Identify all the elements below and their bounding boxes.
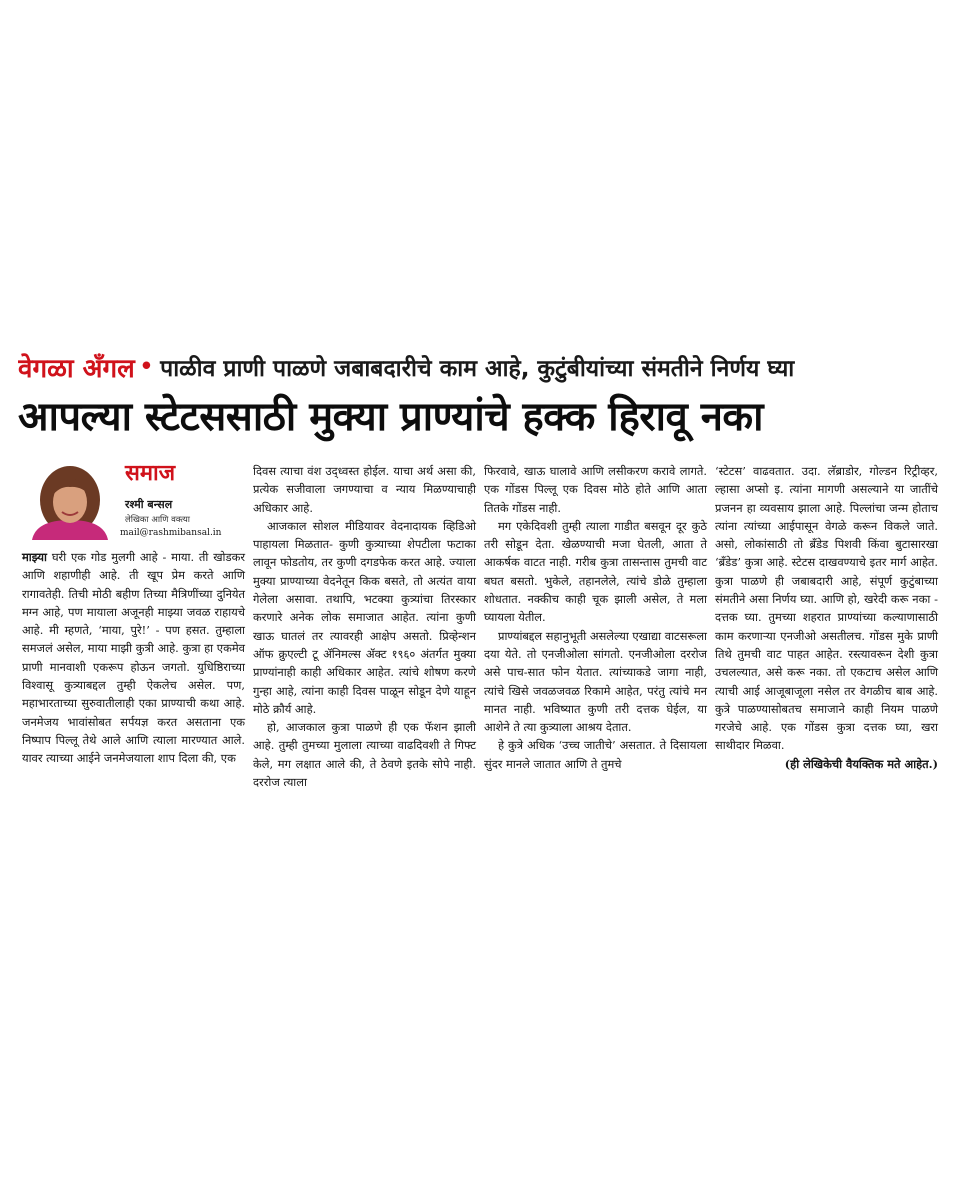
column-3 xyxy=(480,462,711,832)
article-columns xyxy=(18,462,942,832)
author-role: लेखिका आणि वक्त्या xyxy=(125,515,190,525)
byline-block xyxy=(22,462,245,544)
column-2 xyxy=(249,462,480,832)
disclaimer: (ही लेखिकेची वैयक्तिक मते आहेत.) xyxy=(784,756,938,771)
lead-word: माझ्या xyxy=(22,550,47,564)
section-label: समाज xyxy=(125,462,176,486)
author-email: mail@rashmibansal.in xyxy=(120,528,222,538)
newspaper-article xyxy=(18,350,942,850)
col2-paragraph-2: आजकाल सोशल मीडियावर वेदनादायक व्हिडिओ पाहायला मिळतात- कुणी कुत्र्याच्या शेपटीला फटाका लावून फोडतोय, तर कुणी दगडफेक करत आहे. ज्याला मुक्या प्राण्याच्या वेदनेतून किक बसते, तो अत्यंत वाया गेलेला असावा. तथापि, भटक्या कुत्र्यांचा तिरस्कार करणारे अनेक लोक समाजात आहेत. त्यांना कुणी खाऊ घातलं तर त्यावरही आक्षेप असतो. प्रिव्हेन्शन ऑफ क्रुएल्टी टू ॲनिमल्स ॲक्ट १९६० अंतर्गत मुक्या प्राण्यांनाही काही अधिकार आहेत. त्यांचे शोषण करणे गुन्हा आहे, त्यांना काही दिवस पाळून सोडून देणे याहून मोठे क्रौर्य आहे. xyxy=(253,518,476,716)
kicker-subheading: पाळीव प्राणी पाळणे जबाबदारीचे काम आहे, कुटुंबीयांच्या संमतीने निर्णय घ्या xyxy=(160,356,795,382)
kicker-line xyxy=(18,350,942,384)
col3-paragraph-1: फिरवावे, खाऊ घालावे आणि लसीकरण करावे लागते. एक गोंडस पिल्लू एक दिवस मोठे होते आणि आता तितके गोंडस नाही. xyxy=(484,464,707,515)
column-1 xyxy=(18,462,249,832)
author-email-line xyxy=(120,524,221,542)
col2-paragraph-1: दिवस त्याचा वंश उद्ध्वस्त होईल. याचा अर्थ असा की, प्रत्येक सजीवाला जगण्याचा व न्याय मिळण्याचाही अधिकार आहे. xyxy=(253,464,476,515)
col3-paragraph-3: प्राण्यांबद्दल सहानुभूती असलेल्या एखाद्या वाटसरूला दया येते. तो एनजीओला सांगतो. एनजीओला दररोज असे पाच-सात फोन येतात. त्यांच्याकडे जागा नाही, त्यांचे खिसे जवळजवळ रिकामे आहेत, परंतु त्यांचे मन मानत नाही. भविष्यात कुणी तरी दत्तक घेईल, या आशेने ते त्या कुत्र्याला आश्रय देतात. xyxy=(484,628,707,735)
kicker-dot: • xyxy=(138,352,155,382)
col2-paragraph-3: हो, आजकाल कुत्रा पाळणे ही एक फॅशन झाली आहे. तुम्ही तुमच्या मुलाला त्याच्या वाढदिवशी ते गिफ्ट केले, मग लक्षात आले की, ते ठेवणे इतके सोपे नाही. दररोज त्याला xyxy=(253,720,476,790)
column-4 xyxy=(711,462,942,832)
headline: आपल्या स्टेटससाठी मुक्या प्राण्यांचे हक्क हिरावू नका xyxy=(18,394,763,440)
col4-paragraph-1: ‘स्टेटस’ वाढवतात. उदा. लॅब्राडोर, गोल्डन रिट्रीव्हर, ल्हासा अप्सो इ. त्यांना मागणी असल्याने या जातींचे प्रजनन हा व्यवसाय झाला आहे. पिल्लांचा जन्म होताच त्यांना त्यांच्या आईपासून वेगळे करून विकले जाते. असो, लोकांसाठी तो ब्रँडेड पिशवी किंवा बुटासारखा ‘ब्रँडेड’ कुत्रा आहे. स्टेटस दाखवण्याचे इतर मार्ग आहेत. कुत्रा पाळणे ही जबाबदारी आहे, संपूर्ण कुटुंबाच्या संमतीने असा निर्णय घ्या. आणि हो, खरेदी करू नका - दत्तक घ्या. तुमच्या शहरात प्राण्यांच्या कल्याणासाठी काम करणाऱ्या एनजीओ असतीलच. गोंडस मुके प्राणी तिथे तुमची वाट पाहत आहेत. रस्त्यावरून देशी कुत्रा उचलल्यात, असे करू नका. तो एकटाच असेल आणि त्याची आई आजूबाजूला नसेल तर वेगळीच बाब आहे. कुत्रे पाळण्यासोबतच समाजाने काही नियम पाळणे गरजेचे आहे. एक गोंडस कुत्रा दत्तक घ्या, खरा साथीदार मिळवा. xyxy=(715,464,938,753)
col3-paragraph-2: मग एकेदिवशी तुम्ही त्याला गाडीत बसवून दूर कुठे तरी सोडून देता. खेळण्याची मजा घेतली, आता ते आकर्षक वाटत नाही. गरीब कुत्रा तासन्तास तुमची वाट बघत बसतो. भुकेले, तहानलेले, त्यांचे डोळे तुम्हाला शोधतात. नक्कीच काही चूक झाली असेल, ते मला घ्यायला येतील. xyxy=(484,518,707,625)
kicker-tag: वेगळा अँगल xyxy=(18,354,135,384)
col1-paragraph xyxy=(22,548,245,768)
author-photo xyxy=(22,462,120,540)
author-name: रश्मी बन्सल xyxy=(125,498,173,511)
col1-text: घरी एक गोड मुलगी आहे - माया. ती खोडकर आणि शहाणीही आहे. ती खूप प्रेम करते आणि रागावतेही. तिची मोठी बहीण तिच्या मैत्रिणींच्या दुनियेत मग्न आहे, पण मायाला अजूनही माझ्या जवळ राहायचे आहे. मी म्हणते, ‘माया, पुरे!’ - पण हसत. तुम्हाला समजलं असेल, माया माझी कुत्री आहे. कुत्रा हा एकमेव प्राणी मानवाशी एकरूप होऊन जगतो. युधिष्ठिराच्या विश्वासू कुत्र्याबद्दल तुम्ही ऐकलेच असेल. पण, महाभारताच्या सुरुवातीलाही एका प्राण्याची कथा आहे. जनमेजय भावांसोबत सर्पयज्ञ करत असताना एक निष्पाप पिल्लू तेथे आले आणि त्याला मारण्यात आले. यावर त्याच्या आईने जनमेजयाला शाप दिला की, एक xyxy=(22,550,245,766)
col3-paragraph-4: हे कुत्रे अधिक ‘उच्च जातीचे’ असतात. ते दिसायला सुंदर मानले जातात आणि ते तुमचे xyxy=(484,738,707,771)
